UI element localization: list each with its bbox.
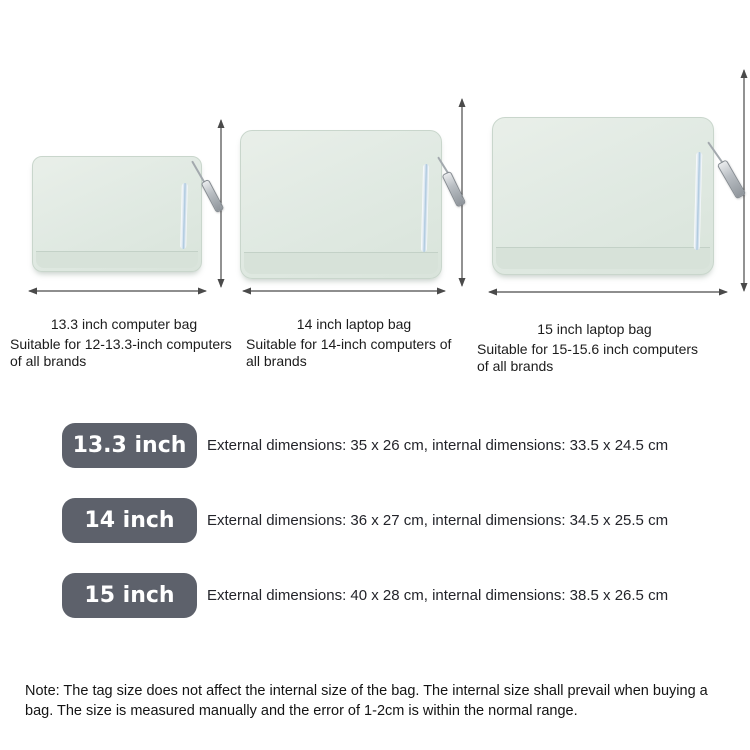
- size-badge-14: 14 inch: [62, 498, 197, 543]
- product-name: 14 inch laptop bag: [296, 316, 412, 332]
- product-name: 15 inch laptop bag: [537, 321, 652, 337]
- size-badge-13-3: 13.3 inch: [62, 423, 197, 468]
- zipper-tape-icon: [694, 152, 703, 250]
- size-badge-15: 15 inch: [62, 573, 197, 618]
- size-dimensions-14: External dimensions: 36 x 27 cm, internal dimensions: 34.5 x 25.5 cm: [207, 512, 669, 529]
- size-dimensions-15: External dimensions: 40 x 28 cm, internal dimensions: 38.5 x 26.5 cm: [207, 587, 669, 604]
- bag-bottom-band: [244, 252, 438, 274]
- bag-photo-15: [492, 117, 714, 275]
- product-suitability: Suitable for 14-inch computers of all brands: [246, 336, 452, 369]
- product-name: 13.3 inch computer bag: [50, 316, 198, 332]
- zipper-tape-icon: [180, 183, 188, 249]
- bag-photo-14: [240, 130, 442, 279]
- bag-bottom-band: [36, 251, 199, 268]
- bag-photo-13-3: [32, 156, 202, 272]
- product-caption-14: [246, 316, 462, 370]
- product-suitability: Suitable for 15-15.6 inch computers of all brands: [477, 341, 699, 374]
- size-row-14: [62, 498, 722, 543]
- product-caption-13-3: [10, 316, 238, 370]
- product-caption-15: [477, 321, 712, 375]
- product-suitability: Suitable for 12-13.3-inch computers of all brands: [10, 336, 232, 369]
- size-row-13-3: [62, 423, 722, 468]
- size-row-15: [62, 573, 722, 618]
- zipper-tape-icon: [421, 164, 429, 252]
- bag-bottom-band: [496, 247, 709, 270]
- size-dimensions-13-3: External dimensions: 35 x 26 cm, internal dimensions: 33.5 x 24.5 cm: [207, 437, 669, 454]
- note-text: Note: The tag size does not affect the internal size of the bag. The internal size shall prevail when buying a bag. The size is measured manually and the error of 1-2cm is within the normal range.: [25, 683, 708, 719]
